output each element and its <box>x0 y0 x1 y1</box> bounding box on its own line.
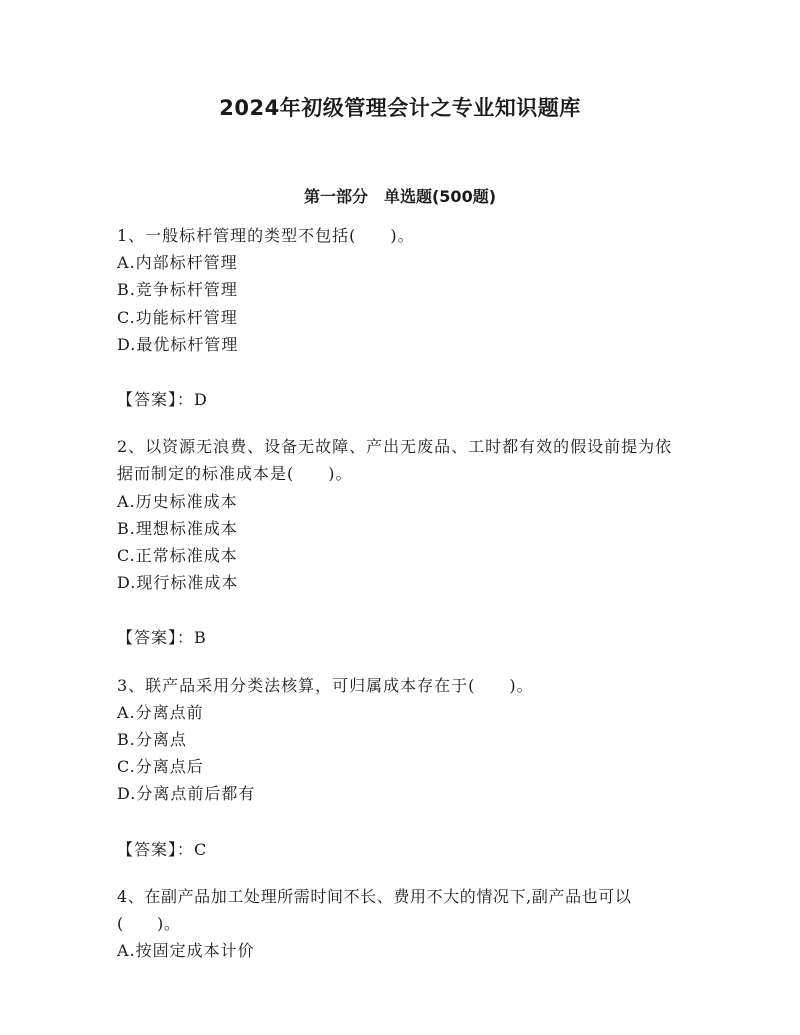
option-c: C.功能标杆管理 <box>117 307 238 327</box>
section-title: 第一部分 单选题(500题) <box>303 187 497 206</box>
option-c: C.正常标准成本 <box>117 546 238 566</box>
option-d: D.最优标杆管理 <box>117 334 239 354</box>
answer-label: 【答案】： <box>117 390 195 410</box>
answer-value: D <box>194 390 208 410</box>
option-b: B.理想标准成本 <box>117 518 238 538</box>
question-stem: 4、在副产品加工处理所需时间不长、费用不大的情况下,副产品也可以( )。 <box>117 886 632 934</box>
answer-line <box>117 836 687 863</box>
answer-line <box>117 386 687 413</box>
answer-line <box>117 624 687 651</box>
question-stem: 3、联产品采用分类法核算，可归属成本存在于( )。 <box>117 675 534 695</box>
question-2 <box>117 433 687 651</box>
question-stem: 2、以资源无浪费、设备无故障、产出无废品、工时都有效的假设前提为依据而制定的标准成本是( )。 <box>117 437 673 484</box>
option-d: D.分离点前后都有 <box>117 784 256 804</box>
option-a: A.内部标杆管理 <box>117 253 238 273</box>
option-a: A.按固定成本计价 <box>117 941 255 961</box>
option-a: A.分离点前 <box>117 702 204 722</box>
question-list <box>117 222 687 964</box>
option-a: A.历史标准成本 <box>117 491 238 511</box>
option-b: B.分离点 <box>117 730 187 750</box>
answer-label: 【答案】： <box>117 628 195 648</box>
answer-value: B <box>194 628 207 648</box>
option-c: C.分离点后 <box>117 757 204 777</box>
document-title: 2024年初级管理会计之专业知识题库 <box>219 96 581 120</box>
question-3 <box>117 672 687 863</box>
option-b: B.竞争标杆管理 <box>117 280 238 300</box>
question-stem: 1、一般标杆管理的类型不包括( )。 <box>117 226 415 245</box>
question-4 <box>117 883 687 965</box>
answer-value: C <box>194 839 208 859</box>
option-d: D.现行标准成本 <box>117 573 239 593</box>
question-1 <box>117 222 687 413</box>
answer-label: 【答案】： <box>117 839 195 859</box>
